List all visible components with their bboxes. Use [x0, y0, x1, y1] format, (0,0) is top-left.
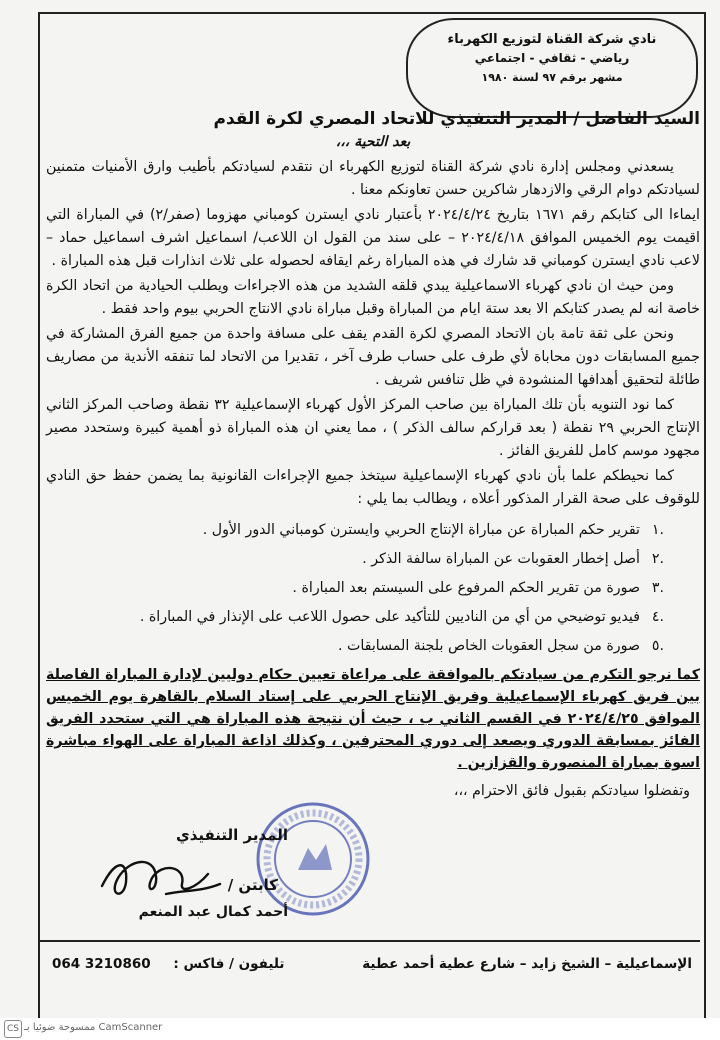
list-item: [46, 548, 664, 571]
list-item-number: .٣: [651, 580, 664, 596]
scanner-label: CamScanner ممسوحة ضوئيا بـ: [24, 1022, 163, 1033]
list-item-text: فيديو توضيحي من أي من الناديين للتأكيد على حصول اللاعب على الإنذار في المباراة .: [139, 609, 640, 625]
requests-list: [46, 519, 700, 658]
letter-body: [46, 108, 700, 803]
letter-paragraph-neutrality: ونحن على ثقة تامة بان الاتحاد المصري لكرة القدم يقف على مسافة واحدة من جميع الفرق المشاركة في جميع المسابقات دون محاباة لأي طرف على حساب طرف آخر ، تقديرا من الاتحاد لما تنفقه الأندية من مصاريف طائلة لتحقيق أهدافها المنشودة في ظل تنافس شريف .: [46, 326, 700, 388]
signature-role: كابتن /: [227, 876, 278, 894]
letter-closing: وتفضلوا سيادتكم بقبول فائق الاحترام ،،،: [453, 783, 690, 799]
camscanner-logo-icon: CS: [4, 1020, 22, 1038]
list-item: [46, 635, 664, 658]
letter-paragraph-standings: كما نود التنويه بأن تلك المباراة بين صاحب المركز الأول كهرباء الإسماعيلية ٣٢ نقطة وصاحب المركز الثاني الإنتاج الحربي ٢٩ نقطة ( بعد قراركم سالف الذكر ) ، مما يعني ان هذه المباراة ذو أهمية كبيرة وستحدد مصير مجهود موسم كامل للفريق الفائز .: [46, 397, 700, 459]
list-item-number: .٢: [651, 551, 664, 567]
letter-paragraph-intro: يسعدني ومجلس إدارة نادي شركة القناة لتوزيع الكهرباء ان نتقدم لسيادتكم بأطيب وارق الأمنيات متمنين لسيادتكم دوام الرقي والازدهار شاكرين حسن تعاونكم معنا .: [46, 159, 700, 198]
list-item: [46, 519, 664, 542]
list-item-number: .٤: [651, 609, 664, 625]
scanner-watermark-bar: [0, 1018, 720, 1040]
letter-greeting: بعد التحية ،،،: [335, 134, 411, 150]
letter-footer: [52, 950, 692, 986]
list-item-number: .٥: [651, 638, 664, 654]
letter-paragraph-referee-request: كما نرجو التكرم من سيادتكم بالموافقة على مراعاة تعيين حكام دوليين لإدارة المباراة الفاصلة بين فريق كهرباء الإسماعيلية وفريق الإنتاج الحربي على إستاد السلام بالقاهرة يوم الخميس الموافق ٢٠٢٤/٤/٢٥ في القسم الثاني ب ، حيث أن نتيجة هذه المباراة هي التي ستحدد الفريق الفائز بمسابقة الدوري ويصعد إلى دوري المحترفين ، وكذلك اذاعة المباراة على الهواء مباشرة اسوة بمباراة المنصورة والقزازين .: [46, 667, 700, 771]
list-item: [46, 606, 664, 629]
footer-divider: [40, 940, 700, 942]
list-item-text: أصل إخطار العقوبات عن المباراة سالفة الذكر .: [362, 551, 640, 567]
list-item-text: تقرير حكم المباراة عن مباراة الإنتاج الحربي وايسترن كومباني الدور الأول .: [202, 522, 640, 538]
letterhead-activities: رياضي - ثقافي - اجتماعي: [474, 51, 630, 65]
letterhead-registration: مشهر برقم ٩٧ لسنة ١٩٨٠: [481, 71, 623, 84]
list-item-text: صورة من تقرير الحكم المرفوع على السيستم بعد المباراة .: [292, 580, 640, 596]
list-item: [46, 577, 664, 600]
letterhead-club-name: نادي شركة القناة لتوزيع الكهرباء: [447, 32, 657, 47]
signature-name: أحمد كمال عبد المنعم: [138, 904, 288, 920]
footer-phone-label: تليفون / فاكس :: [173, 956, 285, 972]
signature-block: [68, 826, 288, 936]
list-item-text: صورة من سجل العقوبات الخاص بلجنة المسابقات .: [337, 638, 640, 654]
list-item-number: .١: [651, 522, 664, 538]
footer-phone-number: 064 3210860: [52, 956, 151, 972]
letter-addressee: السيد الفاضل / المدير التنفيذي للاتحاد المصري لكرة القدم: [213, 109, 700, 129]
club-letterhead: [406, 18, 698, 118]
letter-paragraph-reference: ايماءا الى كتابكم رقم ١٦٧١ بتاريخ ٢٠٢٤/٤/٢٤ بأعتبار نادي ايسترن كومباني مهزوما (صفر/٢) في المباراة التي اقيمت يوم الخميس الموافق ٢٠٢٤/٤/١٨ – على سند من القول ان اللاعب/ اسماعيل اشرف اسماعيل حماد – لاعب نادي ايسترن كومباني قد شارك في هذه المباراة رغم ايقافه لحصوله على ثلاث انذارات قبل هذه المباراة .: [46, 207, 700, 269]
handwritten-signature: [96, 848, 226, 908]
footer-address: الإسماعيلية – الشيخ زايد – شارع عطية أحمد عطية: [362, 956, 692, 972]
letter-paragraph-concern: ومن حيث ان نادي كهرباء الاسماعيلية يبدي قلقه الشديد من هذه الاجراءات ويطلب الحيادية من اتحاد الكرة خاصة انه لم يصدر كتابكم الا بعد ستة ايام من المباراة وقبل مباراة نادي الانتاج الحربي بيوم واحد فقط .: [46, 278, 700, 317]
footer-contact: [52, 956, 284, 972]
signature-title: المدير التنفيذي: [175, 826, 288, 844]
letter-paragraph-legal: كما نحيطكم علما بأن نادي كهرباء الإسماعيلية سيتخذ جميع الإجراءات القانونية بما يضمن حفظ حق النادي للوقوف على صحة القرار المذكور أعلاه ، ويطالب بما يلي :: [46, 468, 700, 507]
